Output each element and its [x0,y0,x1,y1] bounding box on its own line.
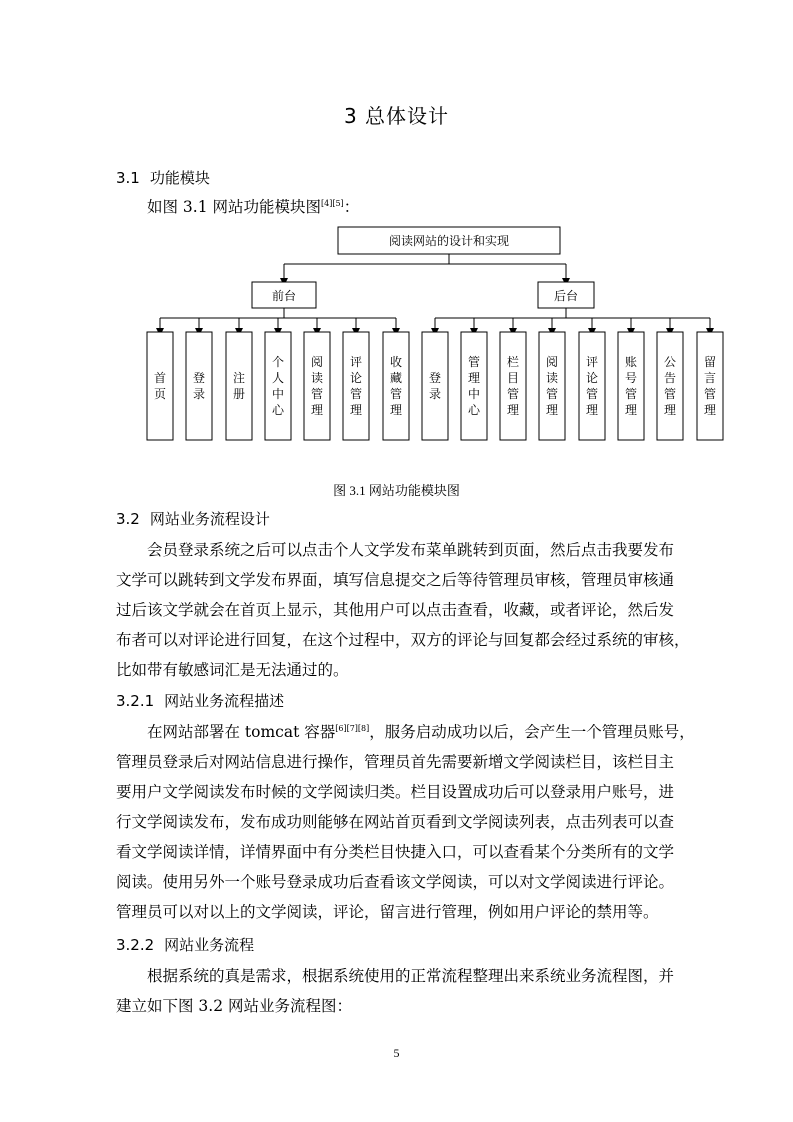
front-module-box [343,332,369,440]
back-module-box [461,332,487,440]
section-number: 3.2.1 [116,692,155,710]
paragraph-line: 文学可以跳转到文学发布界面，填写信息提交之后等待管理员审核，管理员审核通 [116,571,675,589]
front-module-label: 登录 [192,371,206,401]
front-module-box [147,332,173,440]
section-number: 3.2 [116,510,140,528]
section-heading-3-2 [116,509,270,529]
back-module-label: 公告管理 [663,355,677,417]
section-title: 功能模块 [149,169,210,187]
front-module-box [226,332,252,440]
front-module-label: 首页 [153,371,167,401]
front-module-box [265,332,291,440]
diagram-front-label: 前台 [271,289,297,303]
back-module-label: 阅读管理 [545,355,559,417]
back-module-box [422,332,448,440]
paragraph-line: 管理员可以对以上的文学阅读，评论，留言进行管理，例如用户评论的禁用等。 [116,903,659,921]
paragraph-2 [116,717,695,927]
function-module-diagram [0,0,793,460]
front-module-box [186,332,212,440]
paragraph-line: 过后该文学就会在首页上显示，其他用户可以点击查看，收藏，或者评论，然后发 [116,601,675,619]
back-module-box [579,332,605,440]
paragraph-line: 阅读。使用另外一个账号登录成功后查看该文学阅读，可以对文学阅读进行评论。 [116,873,675,891]
paragraph-line: 会员登录系统之后可以点击个人文学发布菜单跳转到页面，然后点击我要发布 [147,541,675,559]
chapter-title: 3 总体设计 [343,104,450,128]
paragraph-line: 比如带有敏感词汇是无法通过的。 [116,661,349,679]
diagram-root-label: 阅读网站的设计和实现 [388,234,510,248]
section-title: 网站业务流程设计 [149,510,270,528]
diagram-root-box [338,227,560,254]
intro-colon: ： [343,198,360,216]
back-module-box [657,332,683,440]
paragraph-1 [116,535,692,685]
page-number: 5 [393,1046,400,1060]
intro-text: 如图 3.1 网站功能模块图 [147,198,322,216]
front-module-label: 注册 [232,371,246,401]
paragraph-line: 要用户文学阅读发布时候的文学阅读归类。栏目设置成功后可以登录用户账号，进 [116,783,675,801]
section-title: 网站业务流程描述 [164,692,285,710]
front-module-box [383,332,409,440]
diagram-back-box [538,282,594,308]
line-text: 在网站部署在 tomcat 容器 [147,723,336,741]
paragraph-line: 布者可以对评论进行回复，在这个过程中，双方的评论与回复都会经过系统的审核， [116,631,690,649]
front-module-box [304,332,330,440]
paragraph-line: 行文学阅读发布，发布成功则能够在网站首页看到文学阅读列表，点击列表可以查 [116,813,675,831]
paragraph-line: 根据系统的真是需求，根据系统使用的正常流程整理出来系统业务流程图，并 [147,967,675,985]
paragraph-line: 管理员登录后对网站信息进行操作，管理员首先需要新增文学阅读栏目，该栏目主 [116,753,675,771]
front-module-label: 个人中心 [271,355,285,417]
back-module-label: 登录 [428,371,442,401]
figure-caption: 图 3.1 网站功能模块图 [333,483,460,498]
front-module-label: 评论管理 [349,355,363,417]
front-module-label: 阅读管理 [310,355,324,417]
back-module-label: 管理中心 [467,355,481,417]
section-number: 3.2.2 [116,936,155,954]
section-number: 3.1 [116,169,140,187]
back-module-box [539,332,565,440]
section-title: 网站业务流程 [164,936,255,954]
diagram-front-box [252,282,316,308]
back-module-label: 评论管理 [585,355,599,417]
citation: [4][5] [321,198,344,208]
citation: [6][7][8] [335,723,370,733]
paragraph-line: 建立如下图 3.2 网站业务流程图： [116,997,353,1015]
paragraph-line: 看文学阅读详情，详情界面中有分类栏目快捷入口，可以查看某个分类所有的文学 [116,843,675,861]
back-module-label: 留言管理 [703,355,717,417]
front-module-label: 收藏管理 [389,355,403,417]
paragraph-line [116,717,695,747]
diagram-back-label: 后台 [553,289,579,303]
back-module-label: 栏目管理 [506,355,520,417]
section-heading-3-2-1 [116,691,284,711]
section-heading-3-2-2 [116,935,254,955]
back-module-box [500,332,526,440]
paragraph-3 [116,961,692,1021]
back-module-box [697,332,723,440]
back-module-box [618,332,644,440]
line-text: ，服务启动成功以后，会产生一个管理员账号， [369,723,695,741]
back-module-label: 账号管理 [624,355,638,417]
